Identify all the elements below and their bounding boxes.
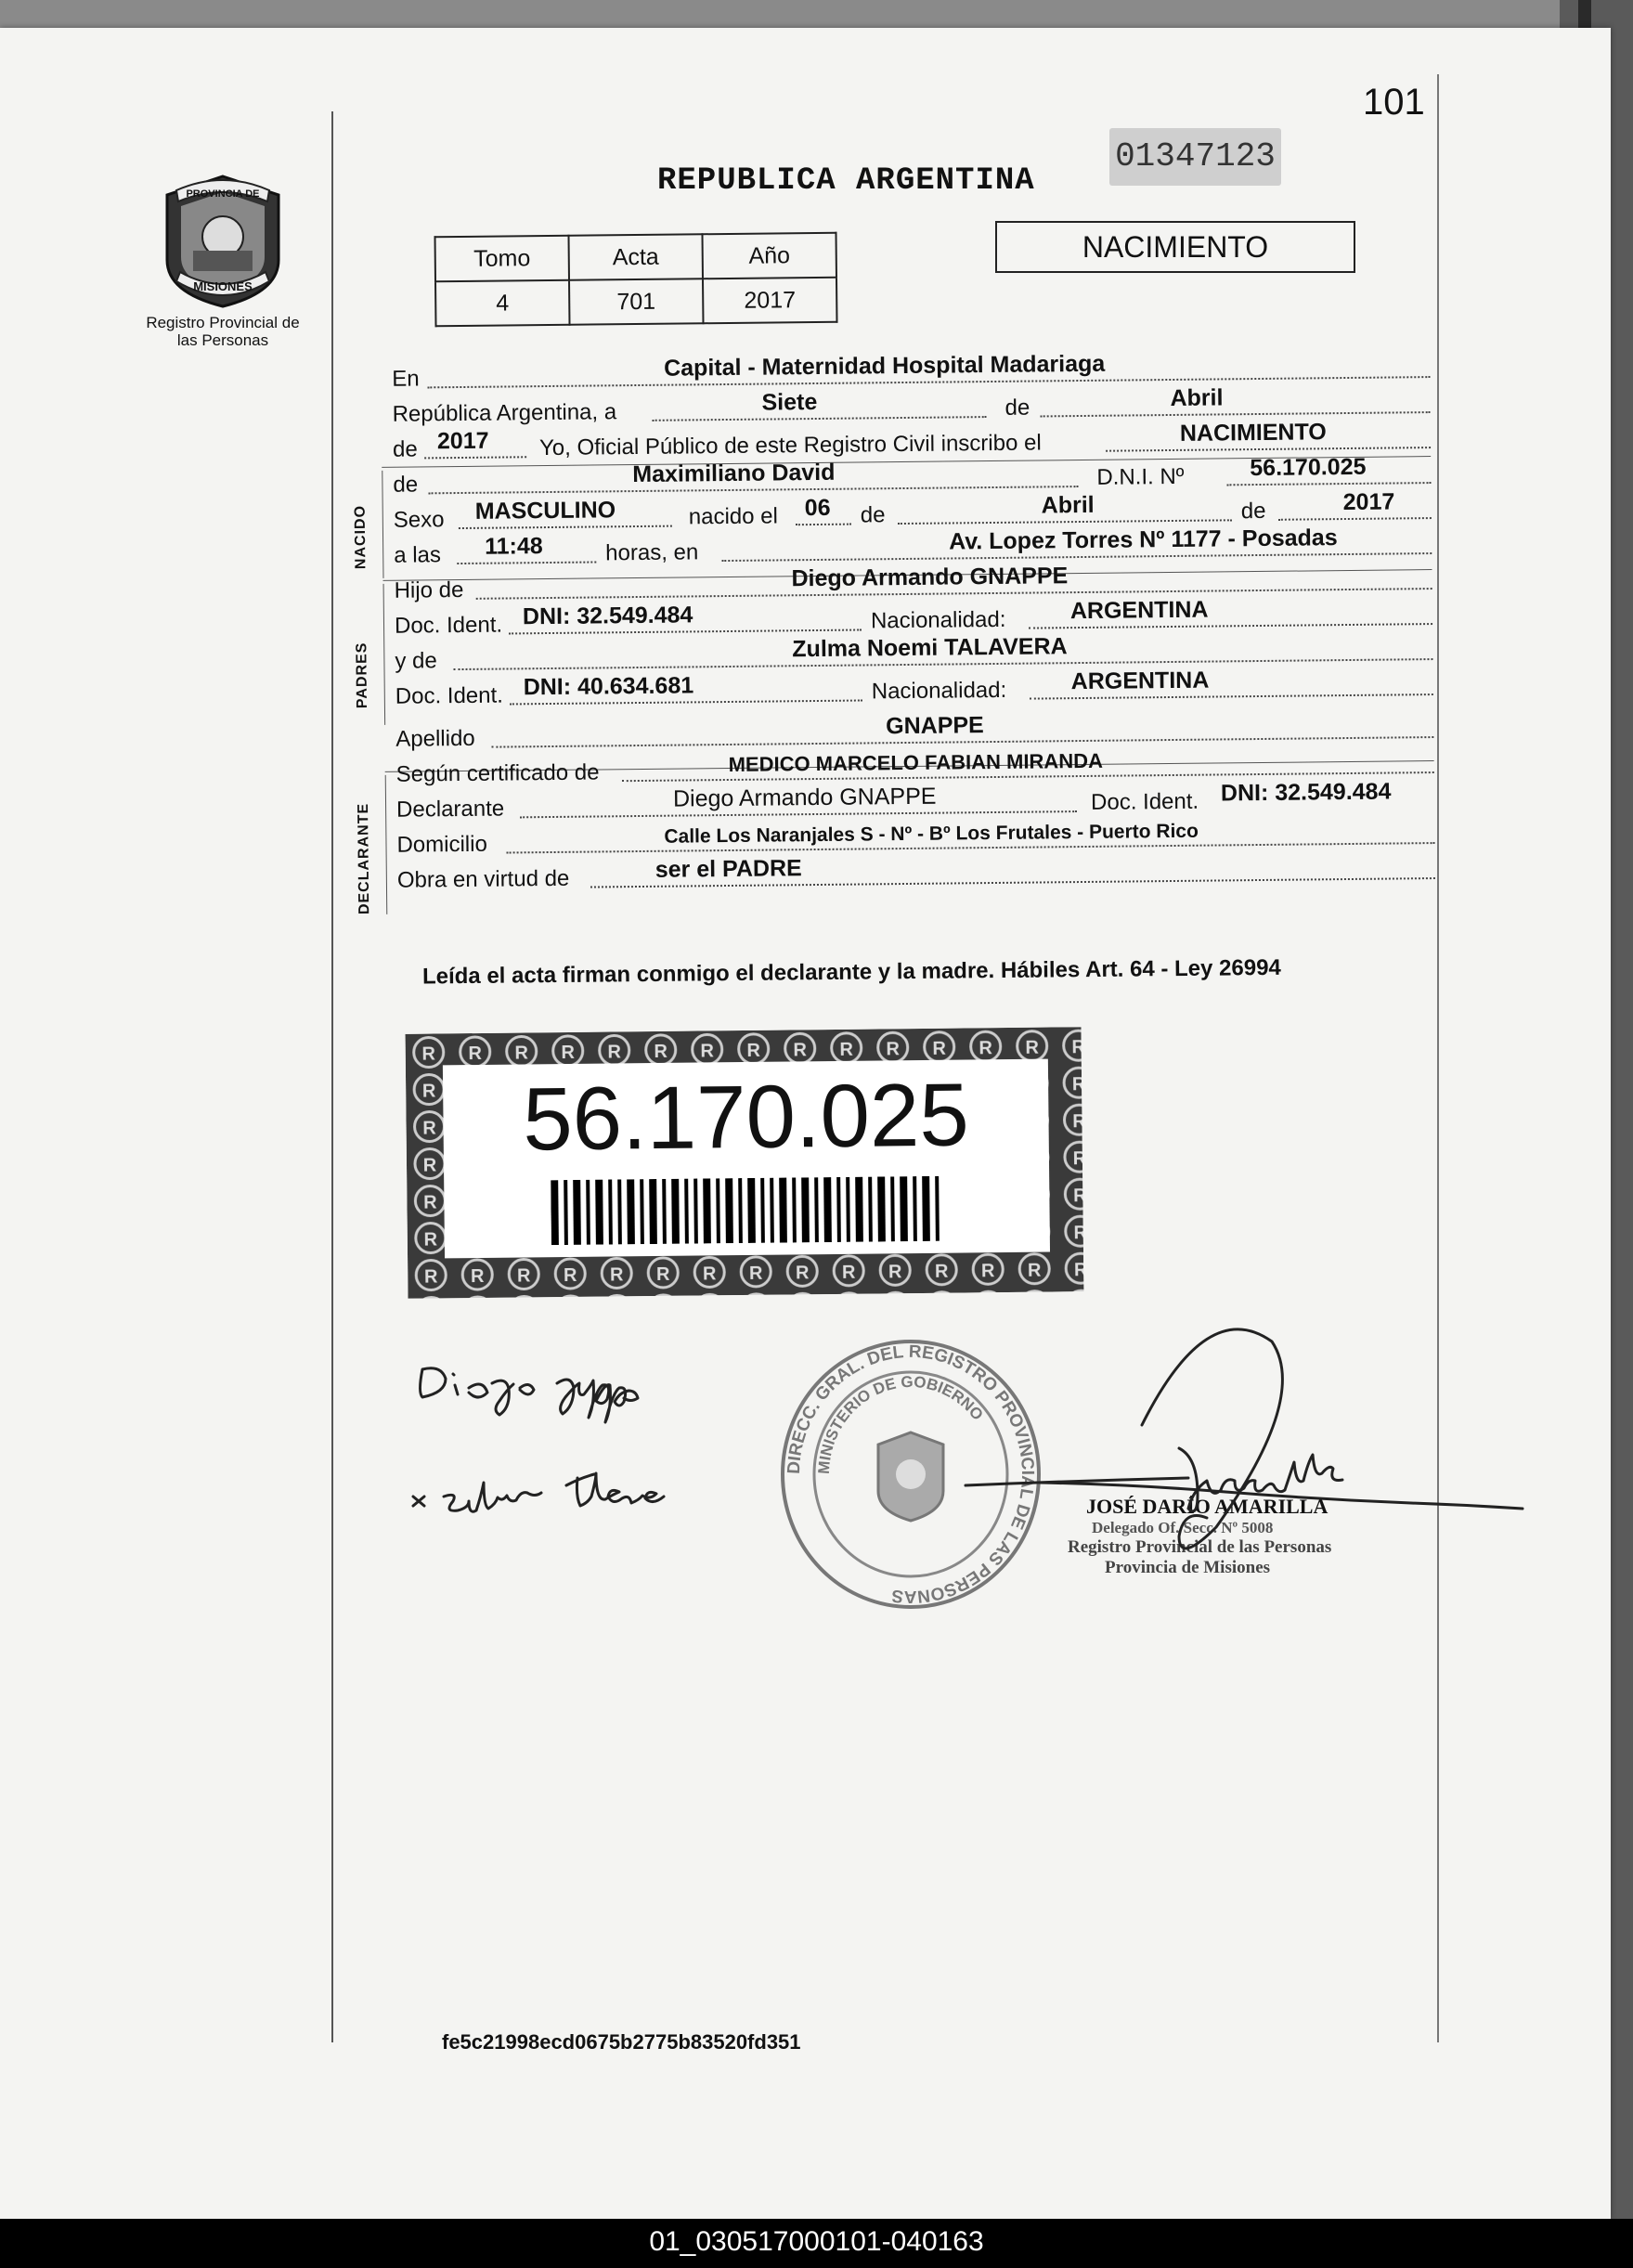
birth-address: Av. Lopez Torres Nº 1177 - Posadas [948,525,1338,555]
row-father: Hijo de Diego Armando GNAPPE [373,560,1432,606]
row-inscribe: de 2017 Yo, Oficial Público de este Registro Civil inscribo el NACIMIENTO [372,419,1431,465]
mother-name: Zulma Noemi TALAVERA [792,633,1068,663]
row-certificate: Según certificado de MEDICO MARCELO FABIAN MIRANDA [375,744,1433,790]
row-obra: Obra en virtud de ser el PADRE [377,849,1435,896]
official-title: Delegado Of. Secc. Nº 5008 [1092,1519,1274,1536]
row-father-doc: Doc. Ident. DNI: 32.549.484 Nacionalidad: ARGENTINA [374,595,1432,642]
signature-mother [413,1473,664,1511]
birth-month: Abril [1041,491,1095,519]
surname-value: GNAPPE [886,712,984,740]
table-header-tomo: Tomo [435,236,569,282]
certificate-value: MEDICO MARCELO FABIAN MIRANDA [728,748,1104,776]
table-value-ano: 2017 [703,278,836,324]
svg-text:MISIONES: MISIONES [193,279,253,293]
sex-value: MASCULINO [474,497,616,525]
table-value-acta: 701 [569,279,703,325]
serial-number: 01347123 [1109,128,1281,186]
section-label-padres: PADRES [354,642,370,709]
svg-text:DIRECC. GRAL. DEL REGISTRO PRO: DIRECC. GRAL. DEL REGISTRO PROVINCIAL DE LAS PERSONAS [784,1341,1038,1607]
signature-father [421,1368,639,1422]
row-date: República Argentina, a Siete de Abril [371,383,1430,430]
section-label-declarante: DECLARANTE [356,802,373,915]
father-name: Diego Armando GNAPPE [791,563,1069,592]
country-title: REPUBLICA ARGENTINA [657,163,1035,199]
inscribe-value: NACIMIENTO [1179,419,1327,447]
sticker-dni-number: 56.170.025 [522,1065,970,1170]
day-words: Siete [761,388,818,416]
table-header-acta: Acta [569,234,703,280]
child-name: Maximiliano David [632,459,836,488]
father-nationality: ARGENTINA [1069,596,1209,625]
birth-day: 06 [804,494,831,522]
row-birth-time-place: a las 11:48 horas, en Av. Lopez Torres Nº 1177 - Posadas [373,525,1432,571]
row-mother: y de Zulma Noemi TALAVERA [374,630,1432,677]
row-sex-birthdate: Sexo MASCULINO nacido el 06 de Abril de 2017 [373,489,1432,536]
declarant-doc: DNI: 32.549.484 [1220,778,1392,807]
logo-caption: Registro Provincial de las Personas [146,314,300,349]
declarant-name: Diego Armando GNAPPE [672,783,937,812]
svg-text:PROVINCIA DE: PROVINCIA DE [186,188,260,200]
svg-text:MINISTERIO DE GOBIERNO: MINISTERIO DE GOBIERNO [814,1372,987,1475]
table-header-ano: Año [702,233,836,279]
footer-code: 01_030517000101-040163 [649,2226,984,2257]
page-number: 101 [1363,82,1425,123]
obra-value: ser el PADRE [654,855,802,883]
record-type-box: NACIMIENTO [995,221,1355,273]
official-province: Provincia de Misiones [1105,1558,1271,1577]
signature-official [966,1329,1523,1549]
table-value-tomo: 4 [435,280,569,327]
official-name: JOSÉ DARÍO AMARILLA [1086,1495,1328,1518]
row-declarant: Declarante Diego Armando GNAPPE Doc. Ident. DNI: 32.549.484 [395,778,1392,823]
month-value: Abril [1170,384,1224,411]
mother-nationality: ARGENTINA [1070,667,1210,695]
birth-time: 11:48 [484,533,543,560]
declarant-address: Calle Los Naranjales S - Nº - Bº Los Frutales - Puerto Rico [664,820,1199,848]
place-value: Capital - Maternidad Hospital Madariaga [663,350,1106,382]
birth-year: 2017 [1342,488,1395,516]
row-mother-doc: Doc. Ident. DNI: 40.634.681 Nacionalidad: ARGENTINA [375,666,1433,712]
official-org: Registro Provincial de las Personas [1068,1537,1332,1557]
row-place: En Capital - Maternidad Hospital Madariaga [371,346,1430,395]
mother-doc: DNI: 40.634.681 [523,672,694,701]
year-value: 2017 [436,427,489,455]
section-label-nacido: NACIDO [352,504,369,570]
father-doc: DNI: 32.549.484 [522,602,693,630]
document-hash: fe5c21998ecd0675b2775b83520fd351 [442,2030,801,2054]
closing-remark: Leída el acta firman conmigo el declarante y la madre. Hábiles Art. 64 - Ley 26994 [421,954,1281,990]
row-address: Domicilio Calle Los Naranjales S - Nº - Bº Los Frutales - Puerto Rico [376,814,1434,861]
child-dni: 56.170.025 [1250,453,1367,482]
row-child-name: de Maximiliano David D.N.I. Nº 56.170.025 [372,454,1431,500]
row-surname: Apellido GNAPPE [375,701,1433,755]
